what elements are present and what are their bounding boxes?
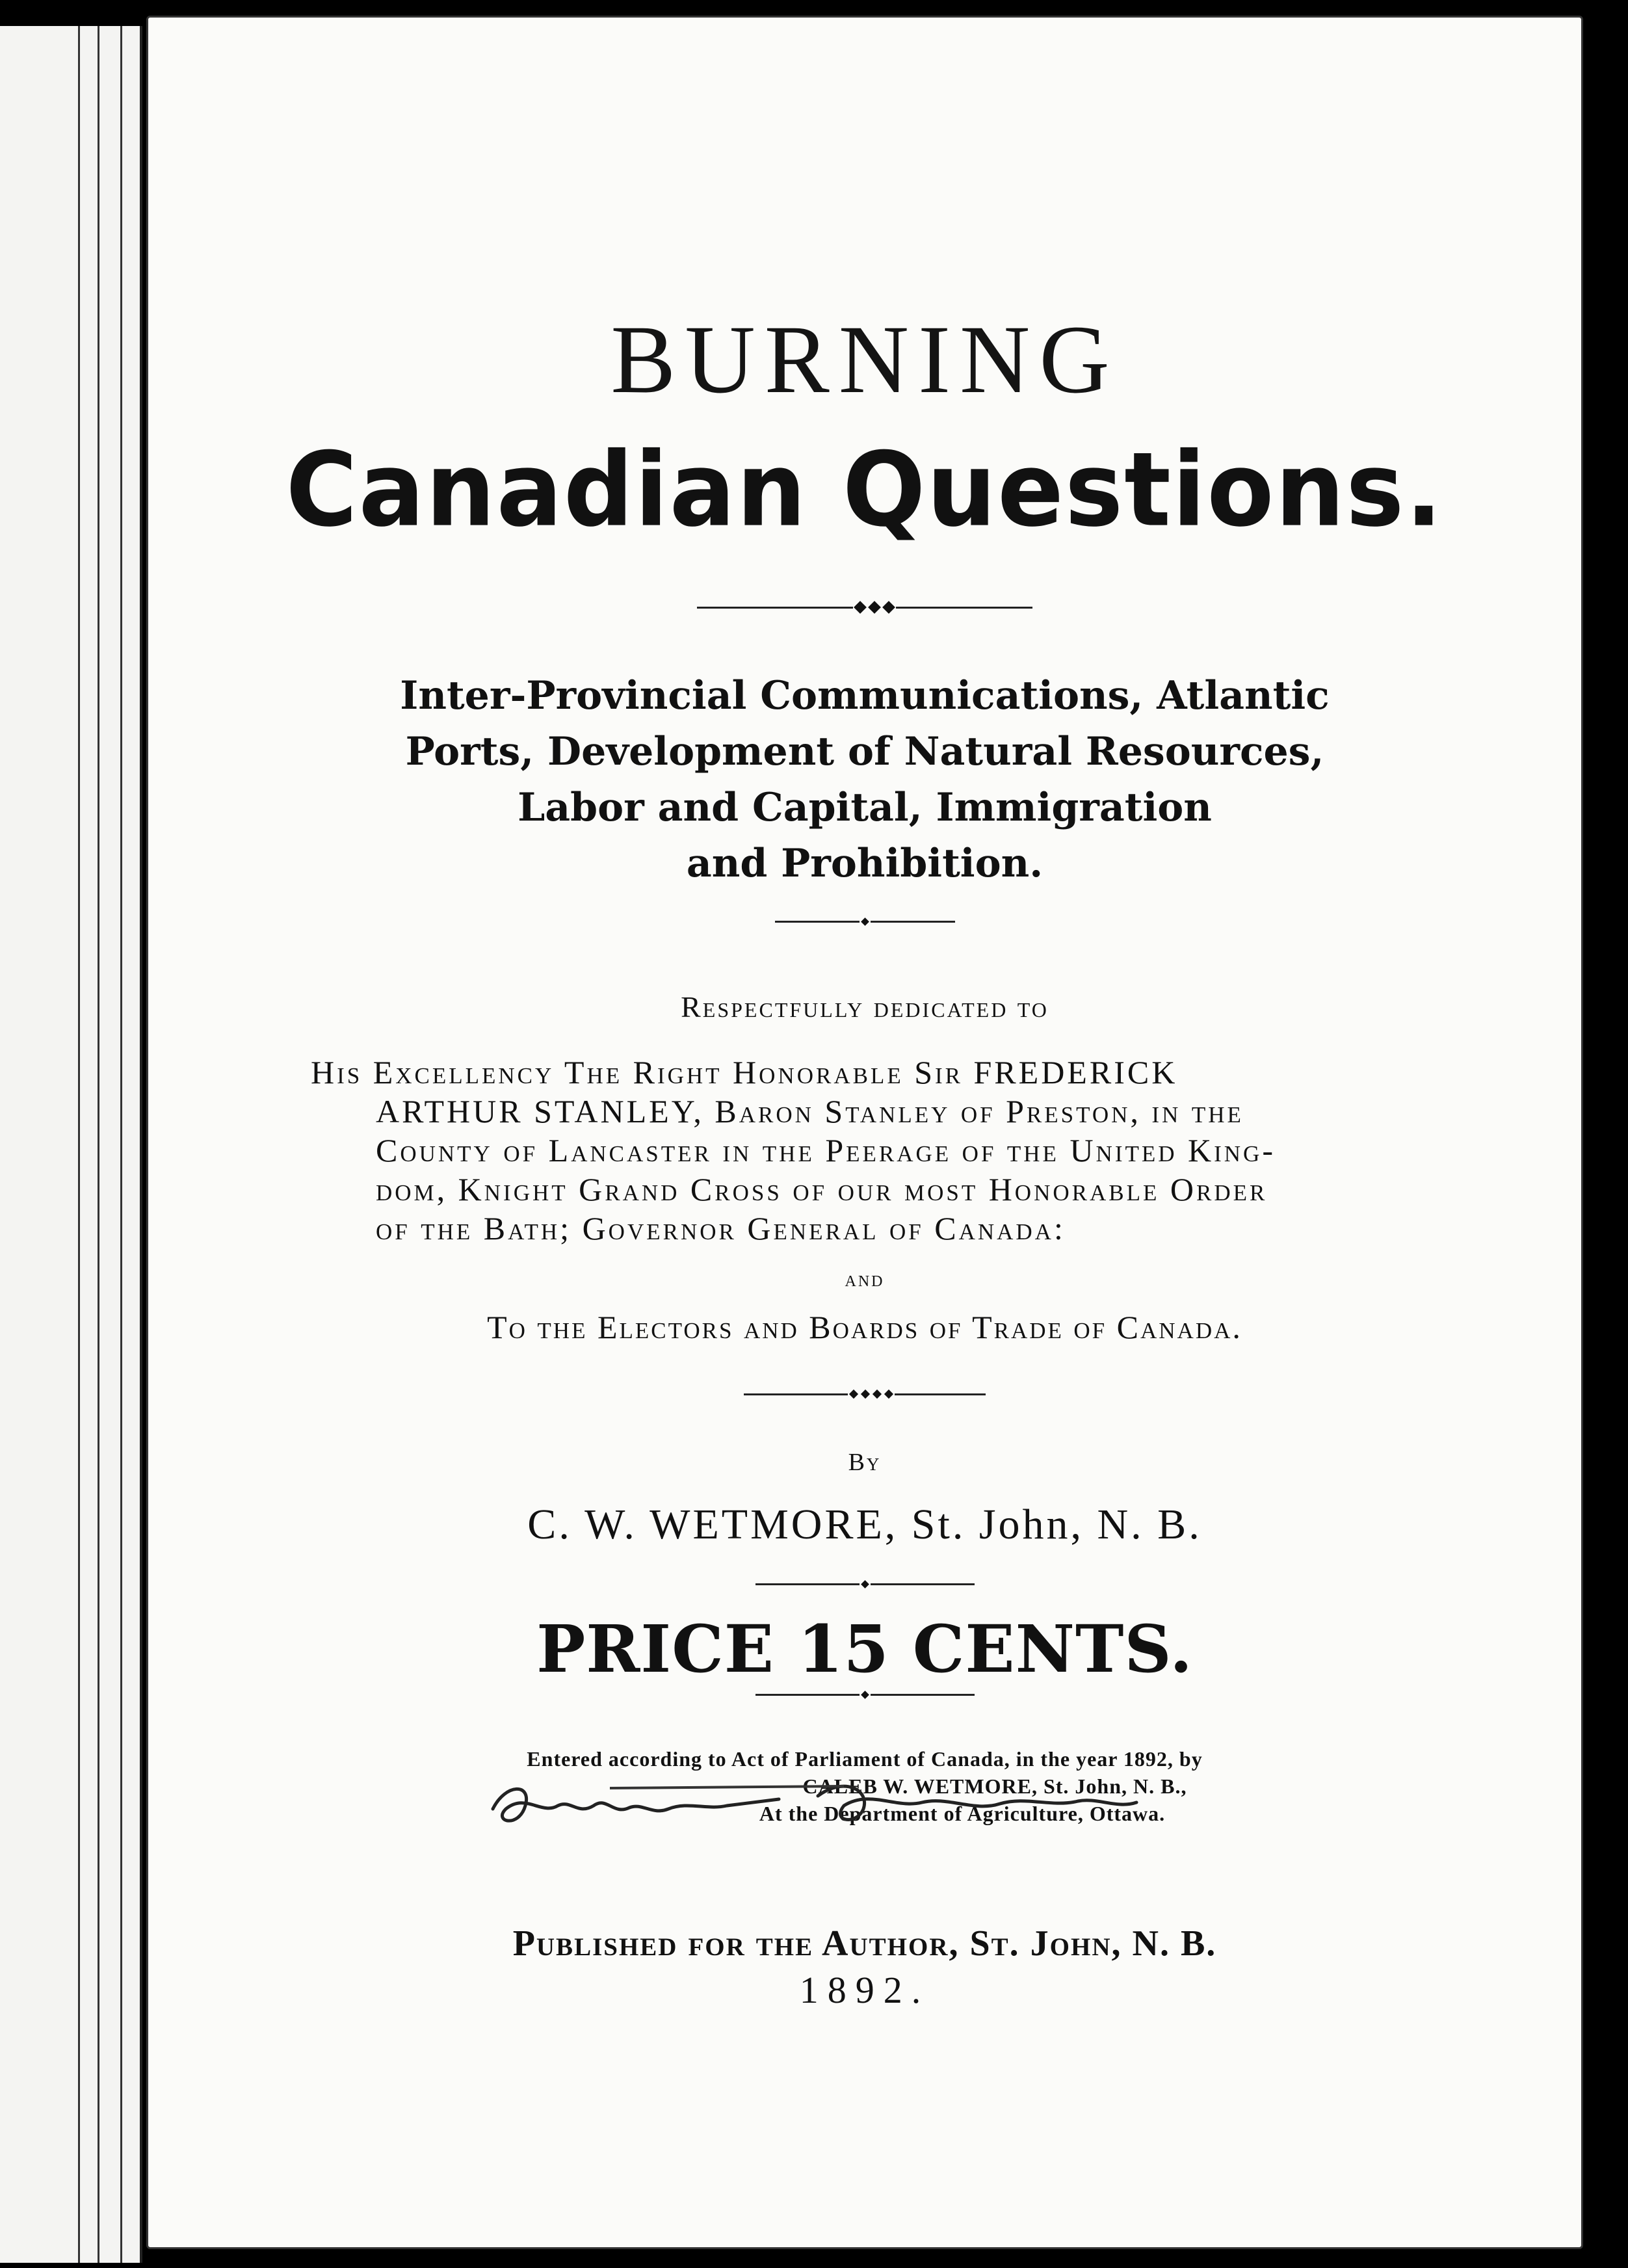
- dedication-line: County of Lancaster in the Peerage of the United King-: [376, 1132, 1276, 1168]
- dedication-line: ARTHUR STANLEY, Baron Stanley of Preston, in the: [376, 1093, 1244, 1129]
- book-subtitle: Canadian Questions.: [285, 430, 1444, 550]
- by-text: By: [848, 1449, 882, 1476]
- book-title: BURNING: [610, 306, 1119, 414]
- publisher-line: Published for the Author, St. John, N. B.: [512, 1923, 1217, 1964]
- topic-line: Labor and Capital, Immigration: [518, 785, 1212, 830]
- dedication-line: dom, Knight Grand Cross of our most Honorable Order: [376, 1171, 1268, 1207]
- topic-line: Ports, Development of Natural Resources,: [405, 729, 1324, 774]
- divider-rule: [148, 1581, 1581, 1587]
- dedication-line: His Excellency The Right Honorable Sir FREDERICK: [311, 1054, 1178, 1090]
- title-page: [146, 16, 1583, 2249]
- topic-line: Inter-Provincial Communications, Atlantic: [400, 673, 1330, 719]
- and-text: and: [845, 1267, 885, 1291]
- ornamental-rule: [148, 603, 1581, 612]
- divider-rule: [148, 1692, 1581, 1698]
- spine-line: [78, 26, 80, 2263]
- copyright-line: Entered according to Act of Parliament of Canada, in the year 1892, by: [527, 1747, 1203, 1771]
- dedication-line: of the Bath; Governor General of Canada:: [376, 1210, 1066, 1246]
- dedication-heading: Respectfully dedicated to: [681, 990, 1049, 1023]
- electors-line: To the Electors and Boards of Trade of Canada.: [487, 1309, 1242, 1345]
- copyright-line: CALEB W. WETMORE, St. John, N. B.,: [802, 1774, 1187, 1798]
- copyright-line: At the Department of Agriculture, Ottawa.: [759, 1802, 1166, 1825]
- book-spine-edge: [0, 26, 142, 2263]
- spine-line: [98, 26, 99, 2263]
- topic-line: and Prohibition.: [686, 841, 1044, 886]
- publication-year: 1892.: [799, 1969, 930, 2011]
- divider-rule: [148, 919, 1581, 925]
- price-line: PRICE 15 CENTS.: [536, 1611, 1193, 1687]
- handwritten-signature: [480, 1770, 1169, 1841]
- spine-line: [120, 26, 122, 2263]
- author-line: C. W. WETMORE, St. John, N. B.: [527, 1501, 1202, 1548]
- ornamental-rule: [148, 1391, 1581, 1397]
